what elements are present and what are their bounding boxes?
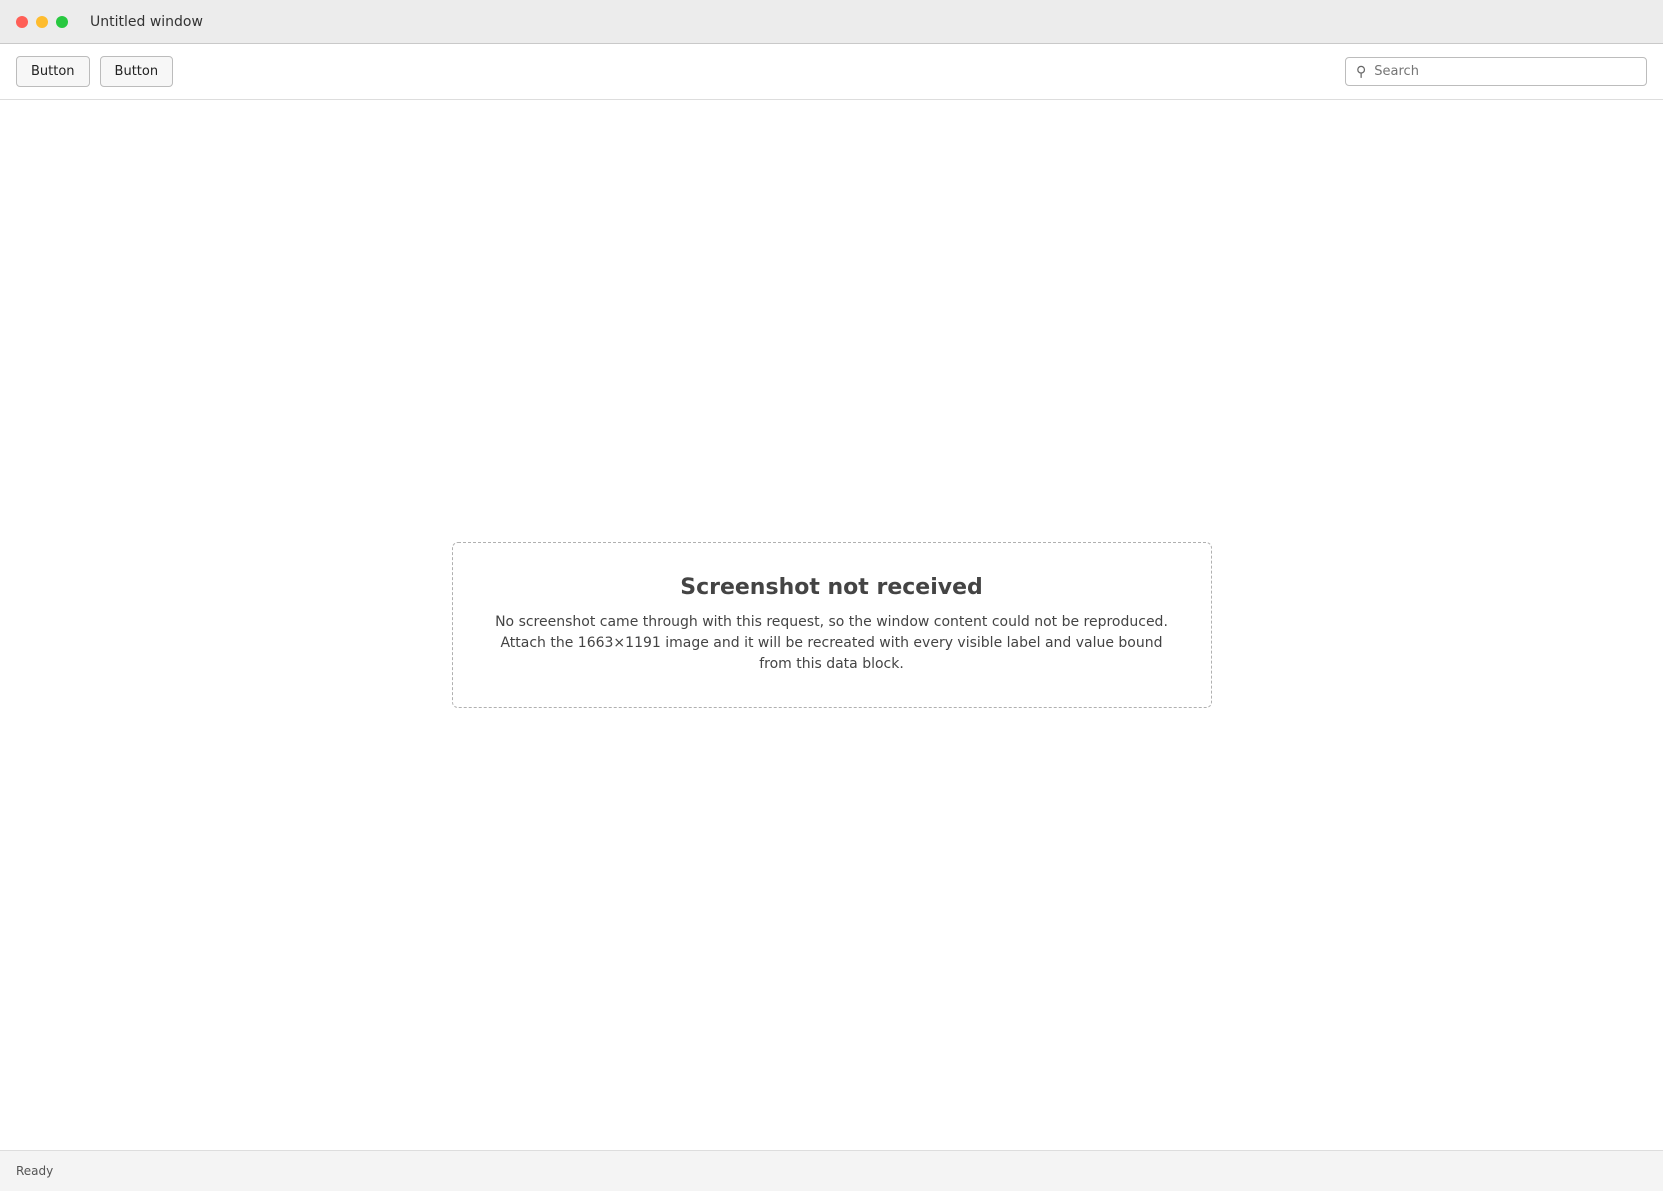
primary-button[interactable]: Button — [16, 56, 90, 87]
search-input[interactable] — [1372, 63, 1636, 80]
missing-image-notice — [452, 542, 1212, 708]
search-box[interactable] — [1345, 57, 1647, 86]
window-titlebar — [0, 0, 1663, 44]
status-text: Ready — [16, 1164, 54, 1178]
window-title: Untitled window — [90, 13, 203, 30]
secondary-button[interactable]: Button — [100, 56, 174, 87]
toolbar — [0, 44, 1663, 100]
maximize-window-icon[interactable] — [56, 16, 68, 28]
notice-heading: Screenshot not received — [680, 575, 983, 600]
notice-message: No screenshot came through with this request, so the window content could not be reproduced. Attach the 1663×1191 image and it will be recreated with every visible label and value bound from this data block. — [495, 614, 1168, 672]
minimize-window-icon[interactable] — [36, 16, 48, 28]
search-icon: ⚲ — [1356, 63, 1367, 80]
main-content — [0, 100, 1663, 1150]
close-window-icon[interactable] — [16, 16, 28, 28]
status-bar — [0, 1150, 1663, 1191]
